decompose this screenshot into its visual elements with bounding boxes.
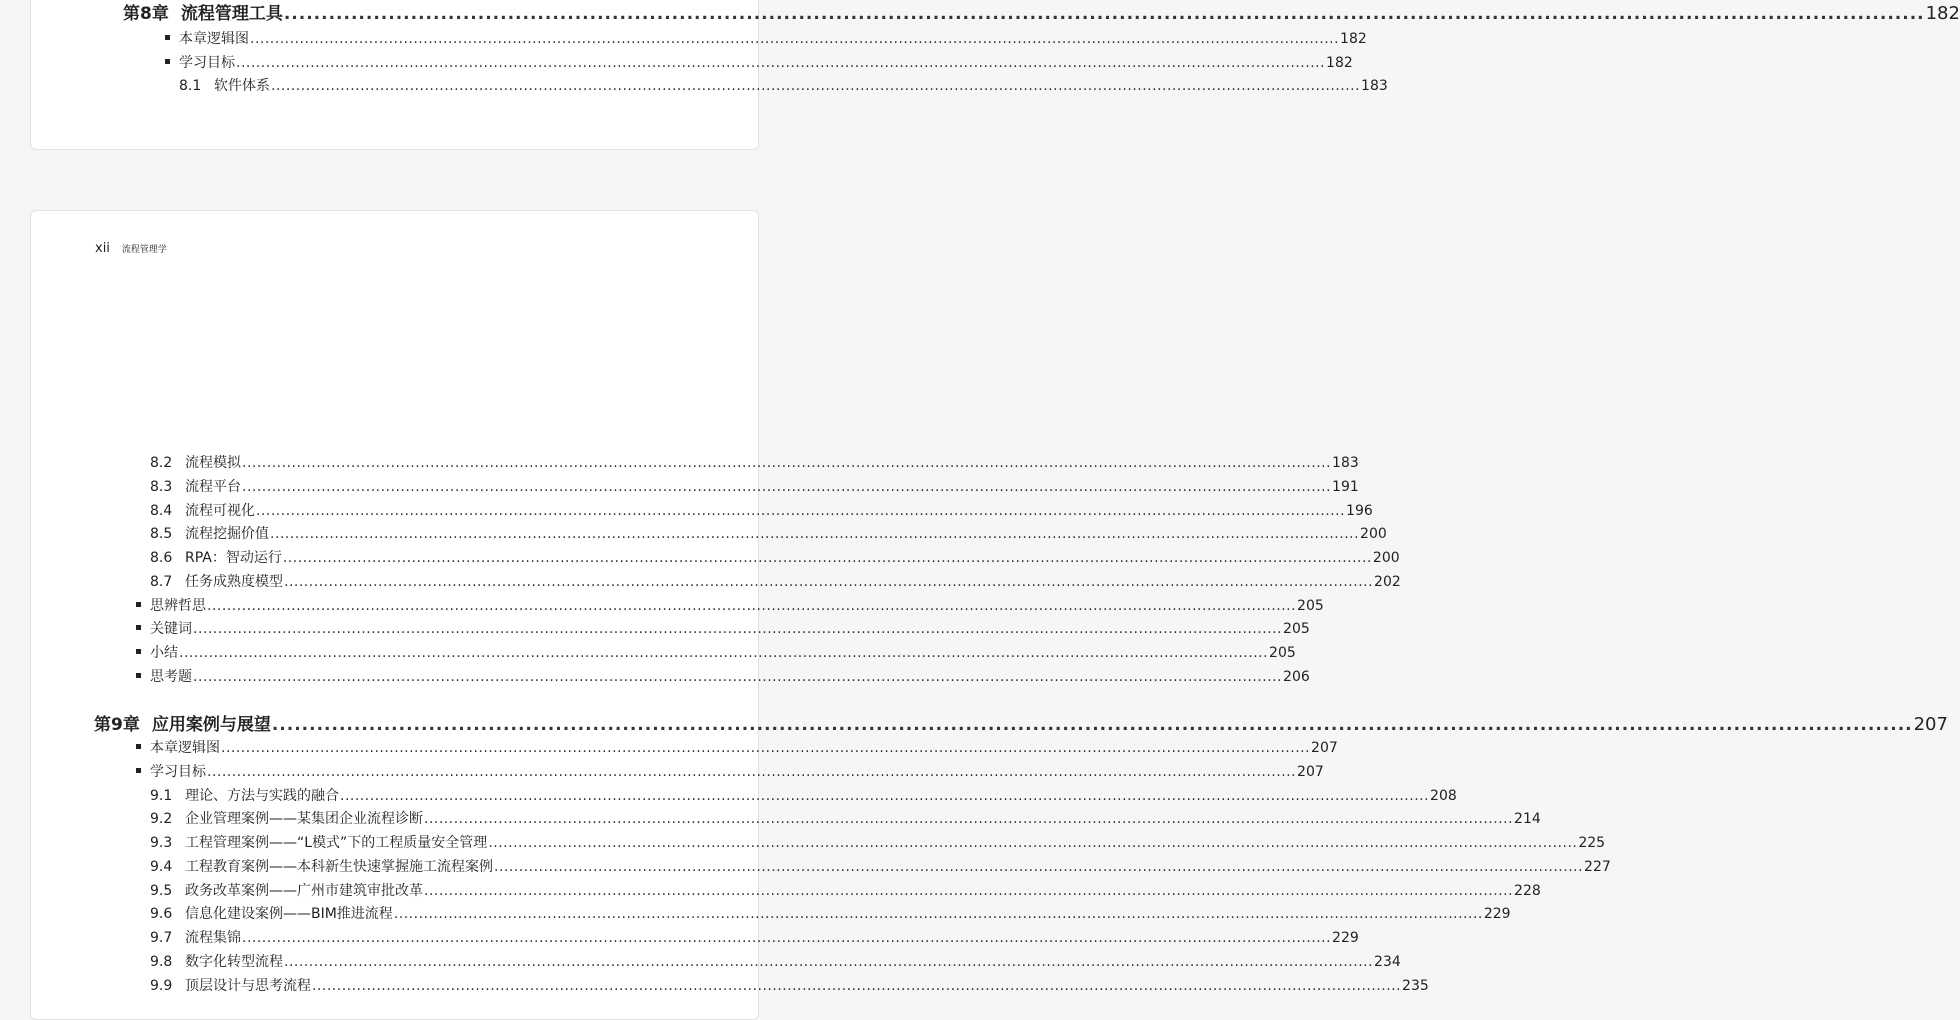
entry-title: 软件体系 [214, 78, 270, 95]
toc-section-entry[interactable] [150, 453, 1359, 473]
entry-title: 本章逻辑图 [179, 31, 249, 47]
entry-page: 229 [1483, 906, 1511, 923]
leader-dots: ............................................................................................................................................................................................................................ [221, 740, 1311, 756]
toc-bullet-entry[interactable] [136, 738, 1338, 758]
entry-page: 202 [1374, 573, 1401, 590]
entry-page: 229 [1332, 930, 1359, 946]
toc-section-entry[interactable] [150, 809, 1541, 829]
section-number: 8.4 [150, 502, 173, 519]
toc-page-bottom [30, 210, 1948, 1020]
leader-dots: ............................................................................................................................................................................................................................ [207, 763, 1297, 780]
toc-bullet-entry[interactable] [136, 596, 1324, 616]
bullet-icon [136, 602, 141, 607]
entry-title: 学习目标 [179, 54, 235, 71]
entry-title: 流程挖掘价值 [185, 526, 269, 543]
section-number: 8.5 [150, 526, 173, 543]
section-number: 9.2 [150, 811, 173, 828]
entry-title: 政务改革案例——广州市建筑审批改革 [185, 882, 423, 899]
book-title: 流程管理学 [121, 245, 167, 255]
entry-page: 228 [1514, 882, 1541, 899]
section-number: 9.8 [150, 953, 173, 970]
toc-section-entry[interactable] [150, 976, 1429, 996]
entry-title: 工程管理案例——“L模式”下的工程质量安全管理 [185, 835, 488, 851]
entry-page: 234 [1374, 953, 1401, 970]
section-number: 9.9 [150, 977, 173, 994]
leader-dots: ............................................................................................................................................................................................................................ [424, 811, 1514, 828]
entry-page: 207 [1297, 763, 1324, 780]
bullet-icon [136, 649, 141, 654]
toc-section-entry[interactable] [150, 904, 1511, 924]
section-number: 9.1 [150, 787, 173, 804]
section-number: 9.5 [150, 882, 173, 899]
entry-title: 数字化转型流程 [185, 953, 283, 970]
toc-section-entry[interactable] [150, 833, 1606, 853]
leader-dots: ............................................................................................................................................................................................................................ [271, 715, 1913, 735]
entry-title: RPA：智动运行 [185, 550, 282, 566]
leader-dots: ............................................................................................................................................................................................................................ [393, 906, 1483, 923]
entry-title: 流程模拟 [185, 455, 241, 471]
toc-bullet-entry[interactable] [136, 762, 1324, 782]
toc-bullet-entry[interactable] [136, 643, 1296, 663]
toc-section-entry[interactable] [150, 786, 1457, 806]
leader-dots: ............................................................................................................................................................................................................................ [424, 882, 1514, 899]
entry-page: 205 [1269, 645, 1296, 661]
leader-dots: ............................................................................................................................................................................................................................ [242, 930, 1332, 946]
chapter-title: 应用案例与展望 [151, 715, 271, 735]
entry-page: 200 [1360, 526, 1387, 543]
entry-page: 196 [1346, 502, 1373, 519]
leader-dots: ............................................................................................................................................................................................................................ [256, 502, 1346, 519]
chapter-title: 流程管理工具 [180, 4, 283, 24]
toc-bullet-entry[interactable] [136, 619, 1310, 639]
entry-page: 214 [1514, 811, 1541, 828]
leader-dots: ............................................................................................................................................................................................................................ [284, 573, 1374, 590]
leader-dots: ............................................................................................................................................................................................................................ [283, 4, 1925, 24]
entry-title: 思考题 [150, 668, 192, 685]
entry-page: 183 [1332, 455, 1359, 471]
page-label: xii [95, 241, 110, 256]
toc-chapter-9[interactable] [94, 713, 1948, 737]
entry-title: 小结 [150, 645, 178, 661]
section-number: 8.6 [150, 550, 173, 566]
entry-page: 205 [1297, 597, 1324, 614]
section-number: 9.6 [150, 906, 173, 923]
toc-page-top [30, 0, 1960, 150]
entry-page: 183 [1361, 78, 1388, 95]
toc-section-entry[interactable] [150, 928, 1359, 948]
bullet-icon [136, 625, 141, 630]
toc-bullet-entry[interactable] [136, 667, 1310, 687]
running-header [95, 241, 167, 256]
entry-title: 企业管理案例——某集团企业流程诊断 [185, 811, 423, 828]
bullet-icon [136, 768, 141, 773]
entry-title: 学习目标 [150, 763, 206, 780]
toc-bullet-entry[interactable] [165, 29, 1367, 49]
entry-title: 信息化建设案例——BIM推进流程 [185, 906, 393, 923]
toc-section-entry[interactable] [150, 524, 1387, 544]
leader-dots: ............................................................................................................................................................................................................................ [242, 478, 1332, 495]
entry-title: 顶层设计与思考流程 [185, 977, 311, 994]
section-number: 8.7 [150, 573, 173, 590]
toc-section-entry[interactable] [179, 76, 1388, 96]
entry-page: 235 [1402, 977, 1429, 994]
section-number: 9.7 [150, 930, 173, 946]
toc-section-entry[interactable] [150, 857, 1611, 877]
chapter-page: 207 [1913, 714, 1948, 735]
entry-page: 227 [1584, 858, 1611, 875]
leader-dots: ............................................................................................................................................................................................................................ [284, 953, 1374, 970]
leader-dots: ............................................................................................................................................................................................................................ [271, 78, 1361, 95]
toc-section-entry[interactable] [150, 477, 1359, 497]
leader-dots: ............................................................................................................................................................................................................................ [179, 645, 1269, 661]
entry-page: 225 [1578, 835, 1606, 851]
leader-dots: ............................................................................................................................................................................................................................ [270, 526, 1360, 543]
section-number: 8.2 [150, 455, 173, 471]
leader-dots: ............................................................................................................................................................................................................................ [494, 858, 1584, 875]
toc-section-entry[interactable] [150, 548, 1400, 568]
toc-section-entry[interactable] [150, 572, 1401, 592]
leader-dots: ............................................................................................................................................................................................................................ [193, 621, 1283, 638]
entry-title: 流程可视化 [185, 502, 255, 519]
entry-page: 200 [1372, 550, 1400, 566]
leader-dots: ............................................................................................................................................................................................................................ [340, 787, 1430, 804]
bullet-icon [136, 673, 141, 678]
chapter-number: 第9章 [94, 715, 140, 735]
section-number: 8.1 [179, 78, 202, 95]
chapter-page: 182 [1925, 3, 1960, 24]
entry-page: 191 [1332, 478, 1359, 495]
entry-page: 182 [1326, 54, 1353, 71]
leader-dots: ............................................................................................................................................................................................................................ [236, 54, 1326, 71]
entry-title: 工程教育案例——本科新生快速掌握施工流程案例 [185, 858, 493, 875]
leader-dots: ............................................................................................................................................................................................................................ [250, 31, 1340, 47]
entry-title: 思辨哲思 [150, 597, 206, 614]
entry-title: 流程平台 [185, 478, 241, 495]
entry-page: 205 [1283, 621, 1310, 638]
entry-title: 流程集锦 [185, 930, 241, 946]
bullet-icon [165, 35, 170, 40]
leader-dots: ............................................................................................................................................................................................................................ [242, 455, 1332, 471]
leader-dots: ............................................................................................................................................................................................................................ [207, 597, 1297, 614]
entry-page: 206 [1283, 668, 1310, 685]
leader-dots: ............................................................................................................................................................................................................................ [193, 668, 1283, 685]
entry-title: 理论、方法与实践的融合 [185, 787, 339, 804]
entry-page: 182 [1340, 31, 1367, 47]
toc-section-entry[interactable] [150, 952, 1401, 972]
section-number: 8.3 [150, 478, 173, 495]
toc-section-entry[interactable] [150, 501, 1373, 521]
entry-title: 任务成熟度模型 [185, 573, 283, 590]
bullet-icon [136, 744, 141, 749]
section-number: 9.4 [150, 858, 173, 875]
entry-title: 本章逻辑图 [150, 740, 220, 756]
entry-title: 关键词 [150, 621, 192, 638]
entry-page: 207 [1311, 740, 1338, 756]
entry-page: 208 [1430, 787, 1457, 804]
bullet-icon [165, 59, 170, 64]
toc-chapter-8[interactable] [123, 2, 1960, 26]
toc-section-entry[interactable] [150, 881, 1541, 901]
leader-dots: ............................................................................................................................................................................................................................ [312, 977, 1402, 994]
leader-dots: ............................................................................................................................................................................................................................ [282, 550, 1372, 566]
leader-dots: ............................................................................................................................................................................................................................ [488, 835, 1578, 851]
section-number: 9.3 [150, 835, 173, 851]
chapter-number: 第8章 [123, 4, 169, 24]
toc-bullet-entry[interactable] [165, 53, 1353, 73]
